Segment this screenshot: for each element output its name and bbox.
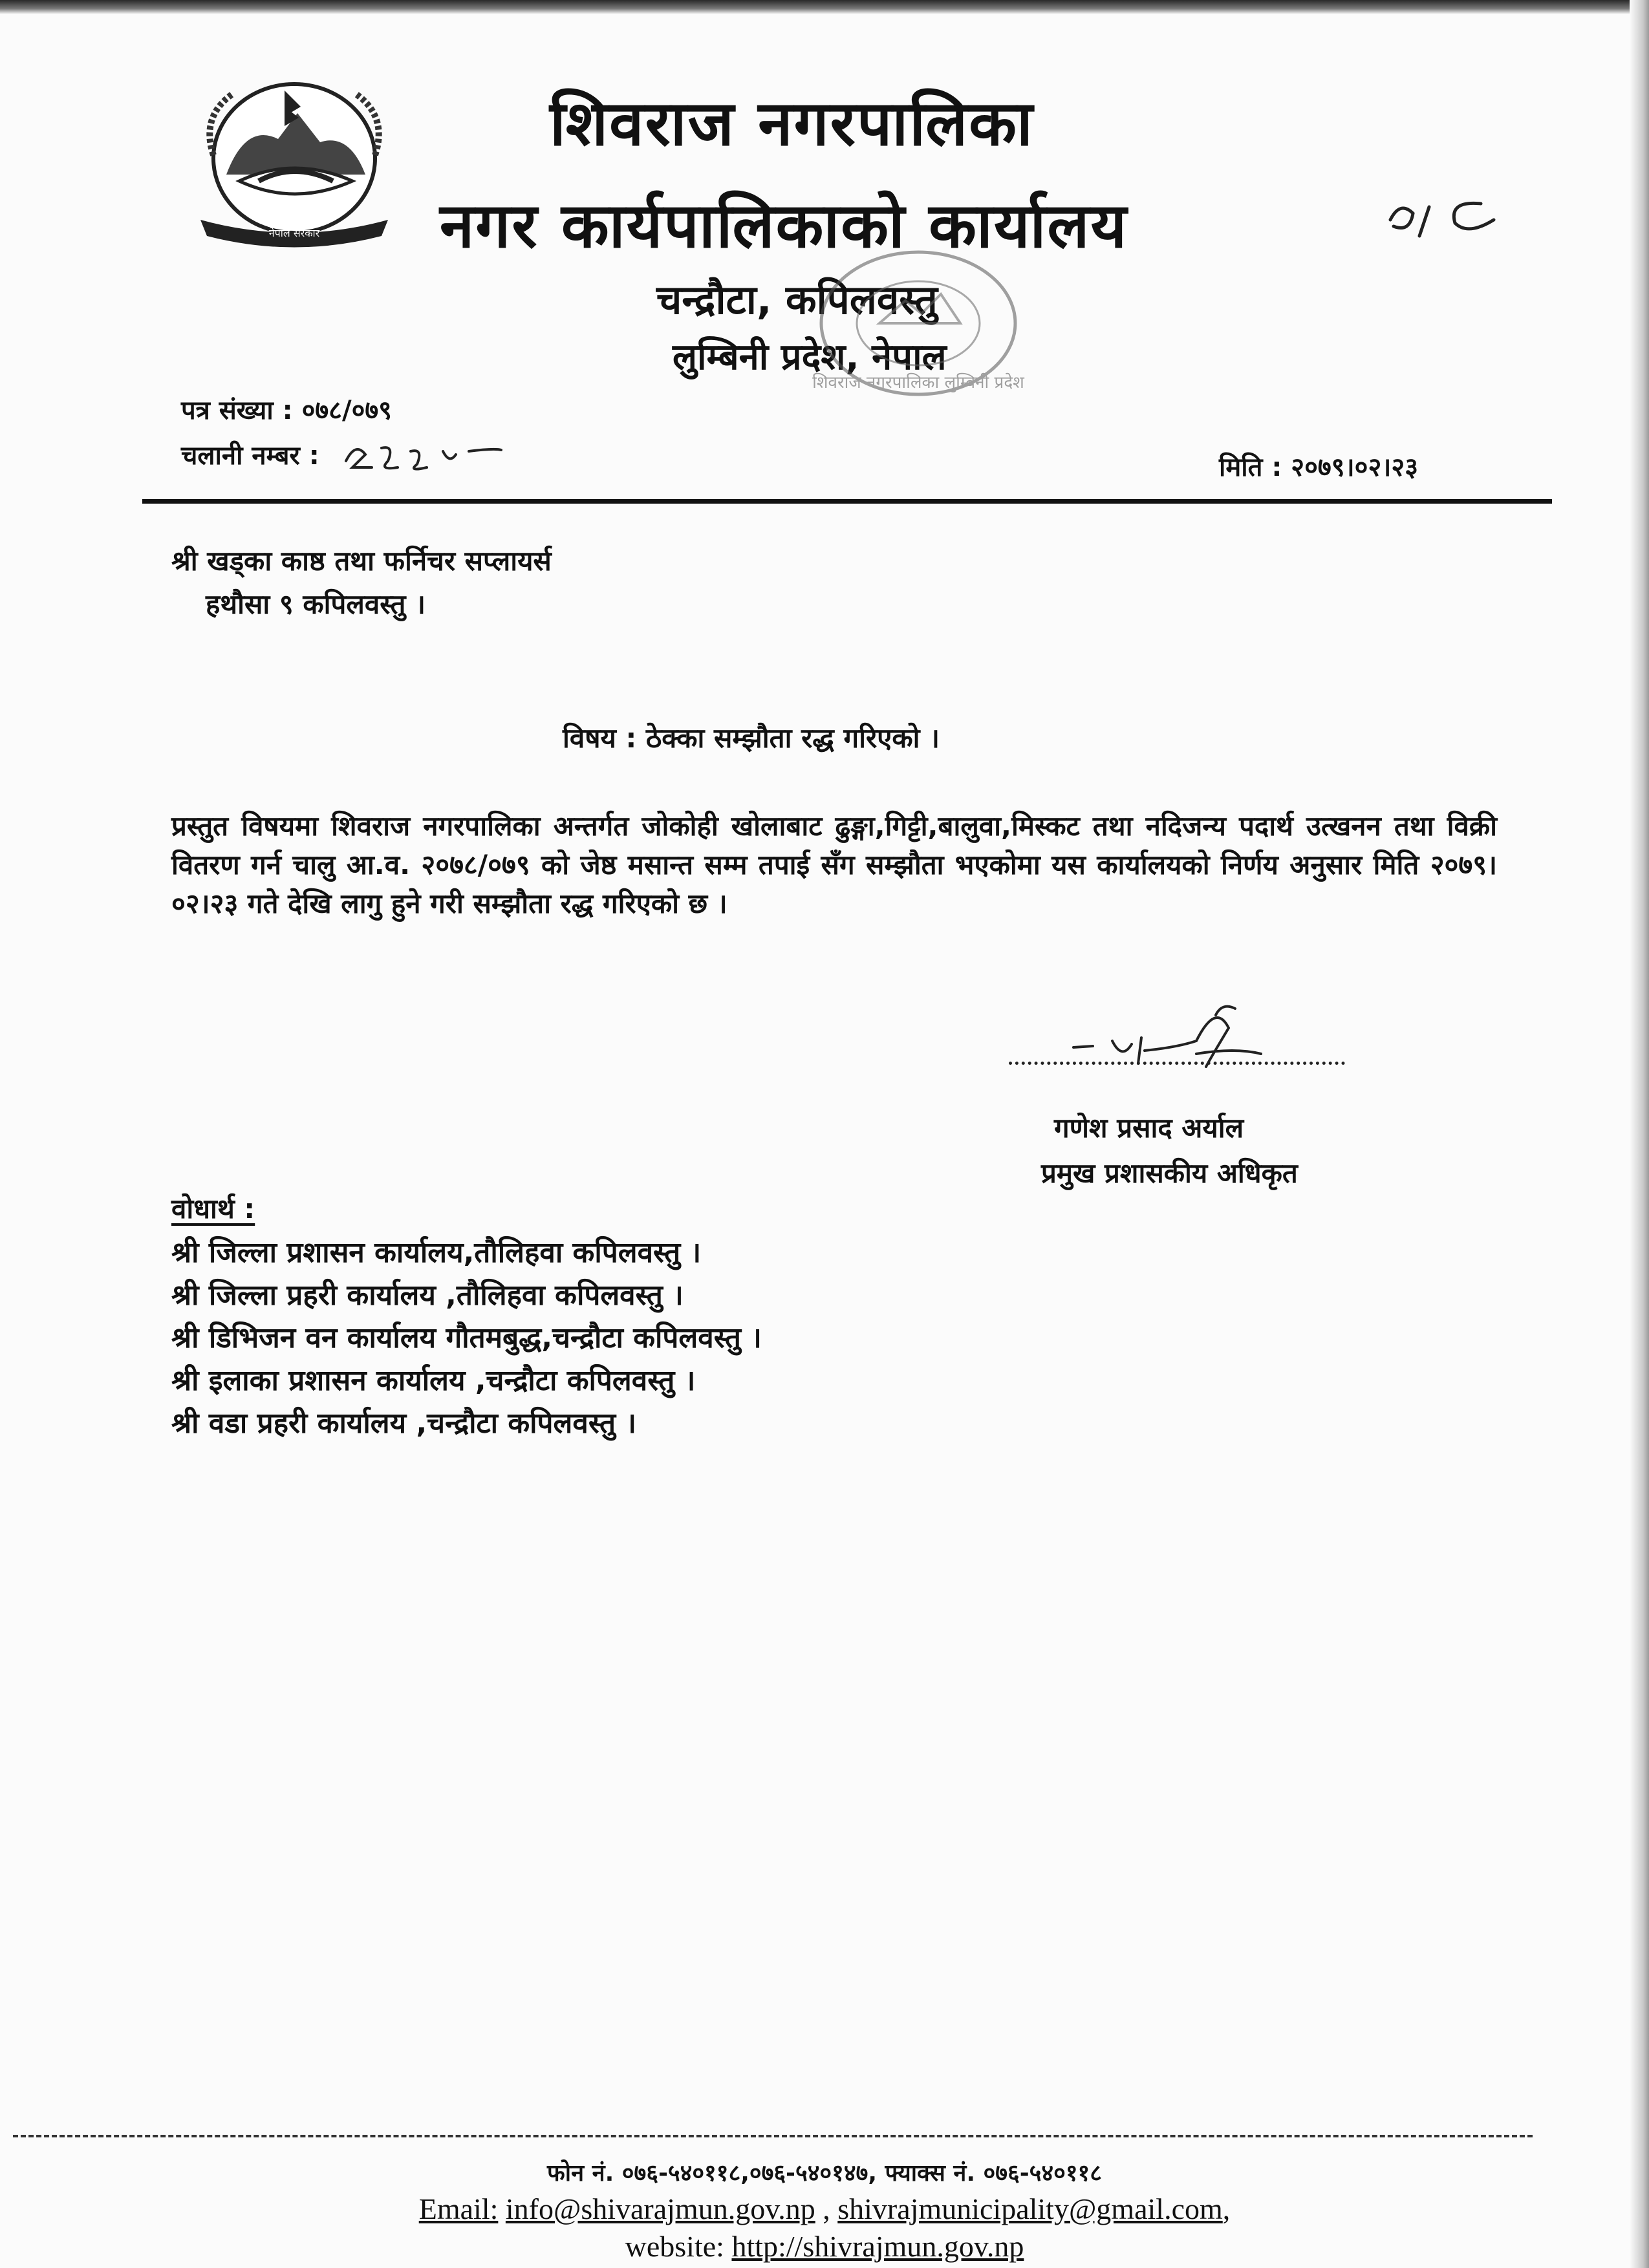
svg-text:नेपाल सरकार: नेपाल सरकार: [268, 227, 320, 239]
signature: [1067, 989, 1313, 1093]
cc-list: [171, 1232, 762, 1445]
handwritten-corner-mark: [1384, 187, 1513, 246]
email-label: Email:: [418, 2192, 499, 2225]
patra-sankhya: पत्र संख्या : ०७८/०७९: [181, 396, 392, 425]
footer-email-line: [0, 2192, 1649, 2226]
footer-website-line: [0, 2229, 1649, 2263]
email-end: ,: [1222, 2192, 1231, 2225]
footer-divider: [13, 2135, 1533, 2137]
recipient-address: हथौसा ९ कपिलवस्तु ।: [206, 588, 426, 620]
footer-phone: फोन नं. ०७६-५४०११८,०७६-५४०१४७, फ्याक्स नं. ०७६-५४०११८: [547, 2160, 1102, 2187]
cc-label: वोधार्थ :: [171, 1193, 255, 1225]
office-province: लुम्बिनी प्रदेश, नेपाल: [673, 336, 947, 378]
office-name-line2: नगर कार्यपालिकाको कार्यालय: [440, 189, 1128, 262]
cc-item: श्री डिभिजन वन कार्यालय गौतमबुद्ध,चन्द्रौटा कपिलवस्तु ।: [171, 1321, 762, 1354]
website-label: website:: [625, 2230, 724, 2263]
recipient-name: श्री खड्का काष्ठ तथा फर्निचर सप्लायर्स: [171, 545, 552, 577]
office-name-line1: शिवराज नगरपालिका: [550, 87, 1034, 160]
header-divider: [142, 499, 1552, 504]
signatory-name: गणेश प्रसाद अर्याल: [1054, 1112, 1244, 1144]
svg-text:०८: ०८: [1384, 187, 1385, 188]
email-link-1[interactable]: info@shivarajmun.gov.np: [505, 2192, 815, 2225]
letter-date: मिति : २०७९।०२।२३: [1219, 453, 1419, 482]
signatory-title: प्रमुख प्रशासकीय अधिकृत: [1041, 1157, 1298, 1189]
office-stamp: [802, 239, 1035, 414]
letter-body: प्रस्तुत विषयमा शिवराज नगरपालिका अन्तर्गत जोकोही खोलाबाट ढुङ्गा,गिट्टी,बालुवा,मिस्कट तथा नदिजन्य पदार्थ उत्खनन तथा विक्री वितरण गर्न चालु आ.व. २०७८/०७९ को जेष्ठ मसान्त सम्म तपाई सँग सम्झौता भएकोमा यस कार्यालयको निर्णय अनुसार मिति २०७९।०२।२३ गते देखि लागु हुने गरी सम्झौता रद्ध गरिएको छ ।: [171, 810, 1497, 919]
cc-item: श्री जिल्ला प्रशासन कार्यालय,तौलिहवा कपिलवस्तु ।: [171, 1236, 702, 1269]
cc-item: श्री जिल्ला प्रहरी कार्यालय ,तौलिहवा कपिलवस्तु ।: [171, 1279, 684, 1312]
website-link[interactable]: http://shivrajmun.gov.np: [731, 2230, 1024, 2263]
office-address: चन्द्रौटा, कपिलवस्तु: [656, 276, 938, 323]
email-link-2[interactable]: shivrajmunicipality@gmail.com: [837, 2192, 1223, 2225]
letter-subject: विषय : ठेक्का सम्झौता रद्ध गरिएको ।: [563, 722, 940, 754]
email-separator: ,: [823, 2192, 830, 2225]
cc-item: श्री वडा प्रहरी कार्यालय ,चन्द्रौटा कपिलवस्तु ।: [171, 1407, 637, 1440]
svg-text:शिवराज नगरपालिका लुम्बिनी प्रद: शिवराज नगरपालिका लुम्बिनी प्रदेश: [812, 373, 1024, 392]
chalani-number-handwritten: [339, 432, 508, 477]
chalani-label: चलानी नम्बर :: [181, 441, 319, 471]
signature-line: [1009, 1062, 1345, 1065]
nepal-emblem-logo: [188, 78, 401, 252]
scan-top-edge: [0, 0, 1649, 14]
svg-text:२८३५: २८३५: [339, 432, 341, 433]
scan-right-edge: [1630, 0, 1649, 2268]
cc-item: श्री इलाका प्रशासन कार्यालय ,चन्द्रौटा कपिलवस्तु ।: [171, 1364, 696, 1397]
